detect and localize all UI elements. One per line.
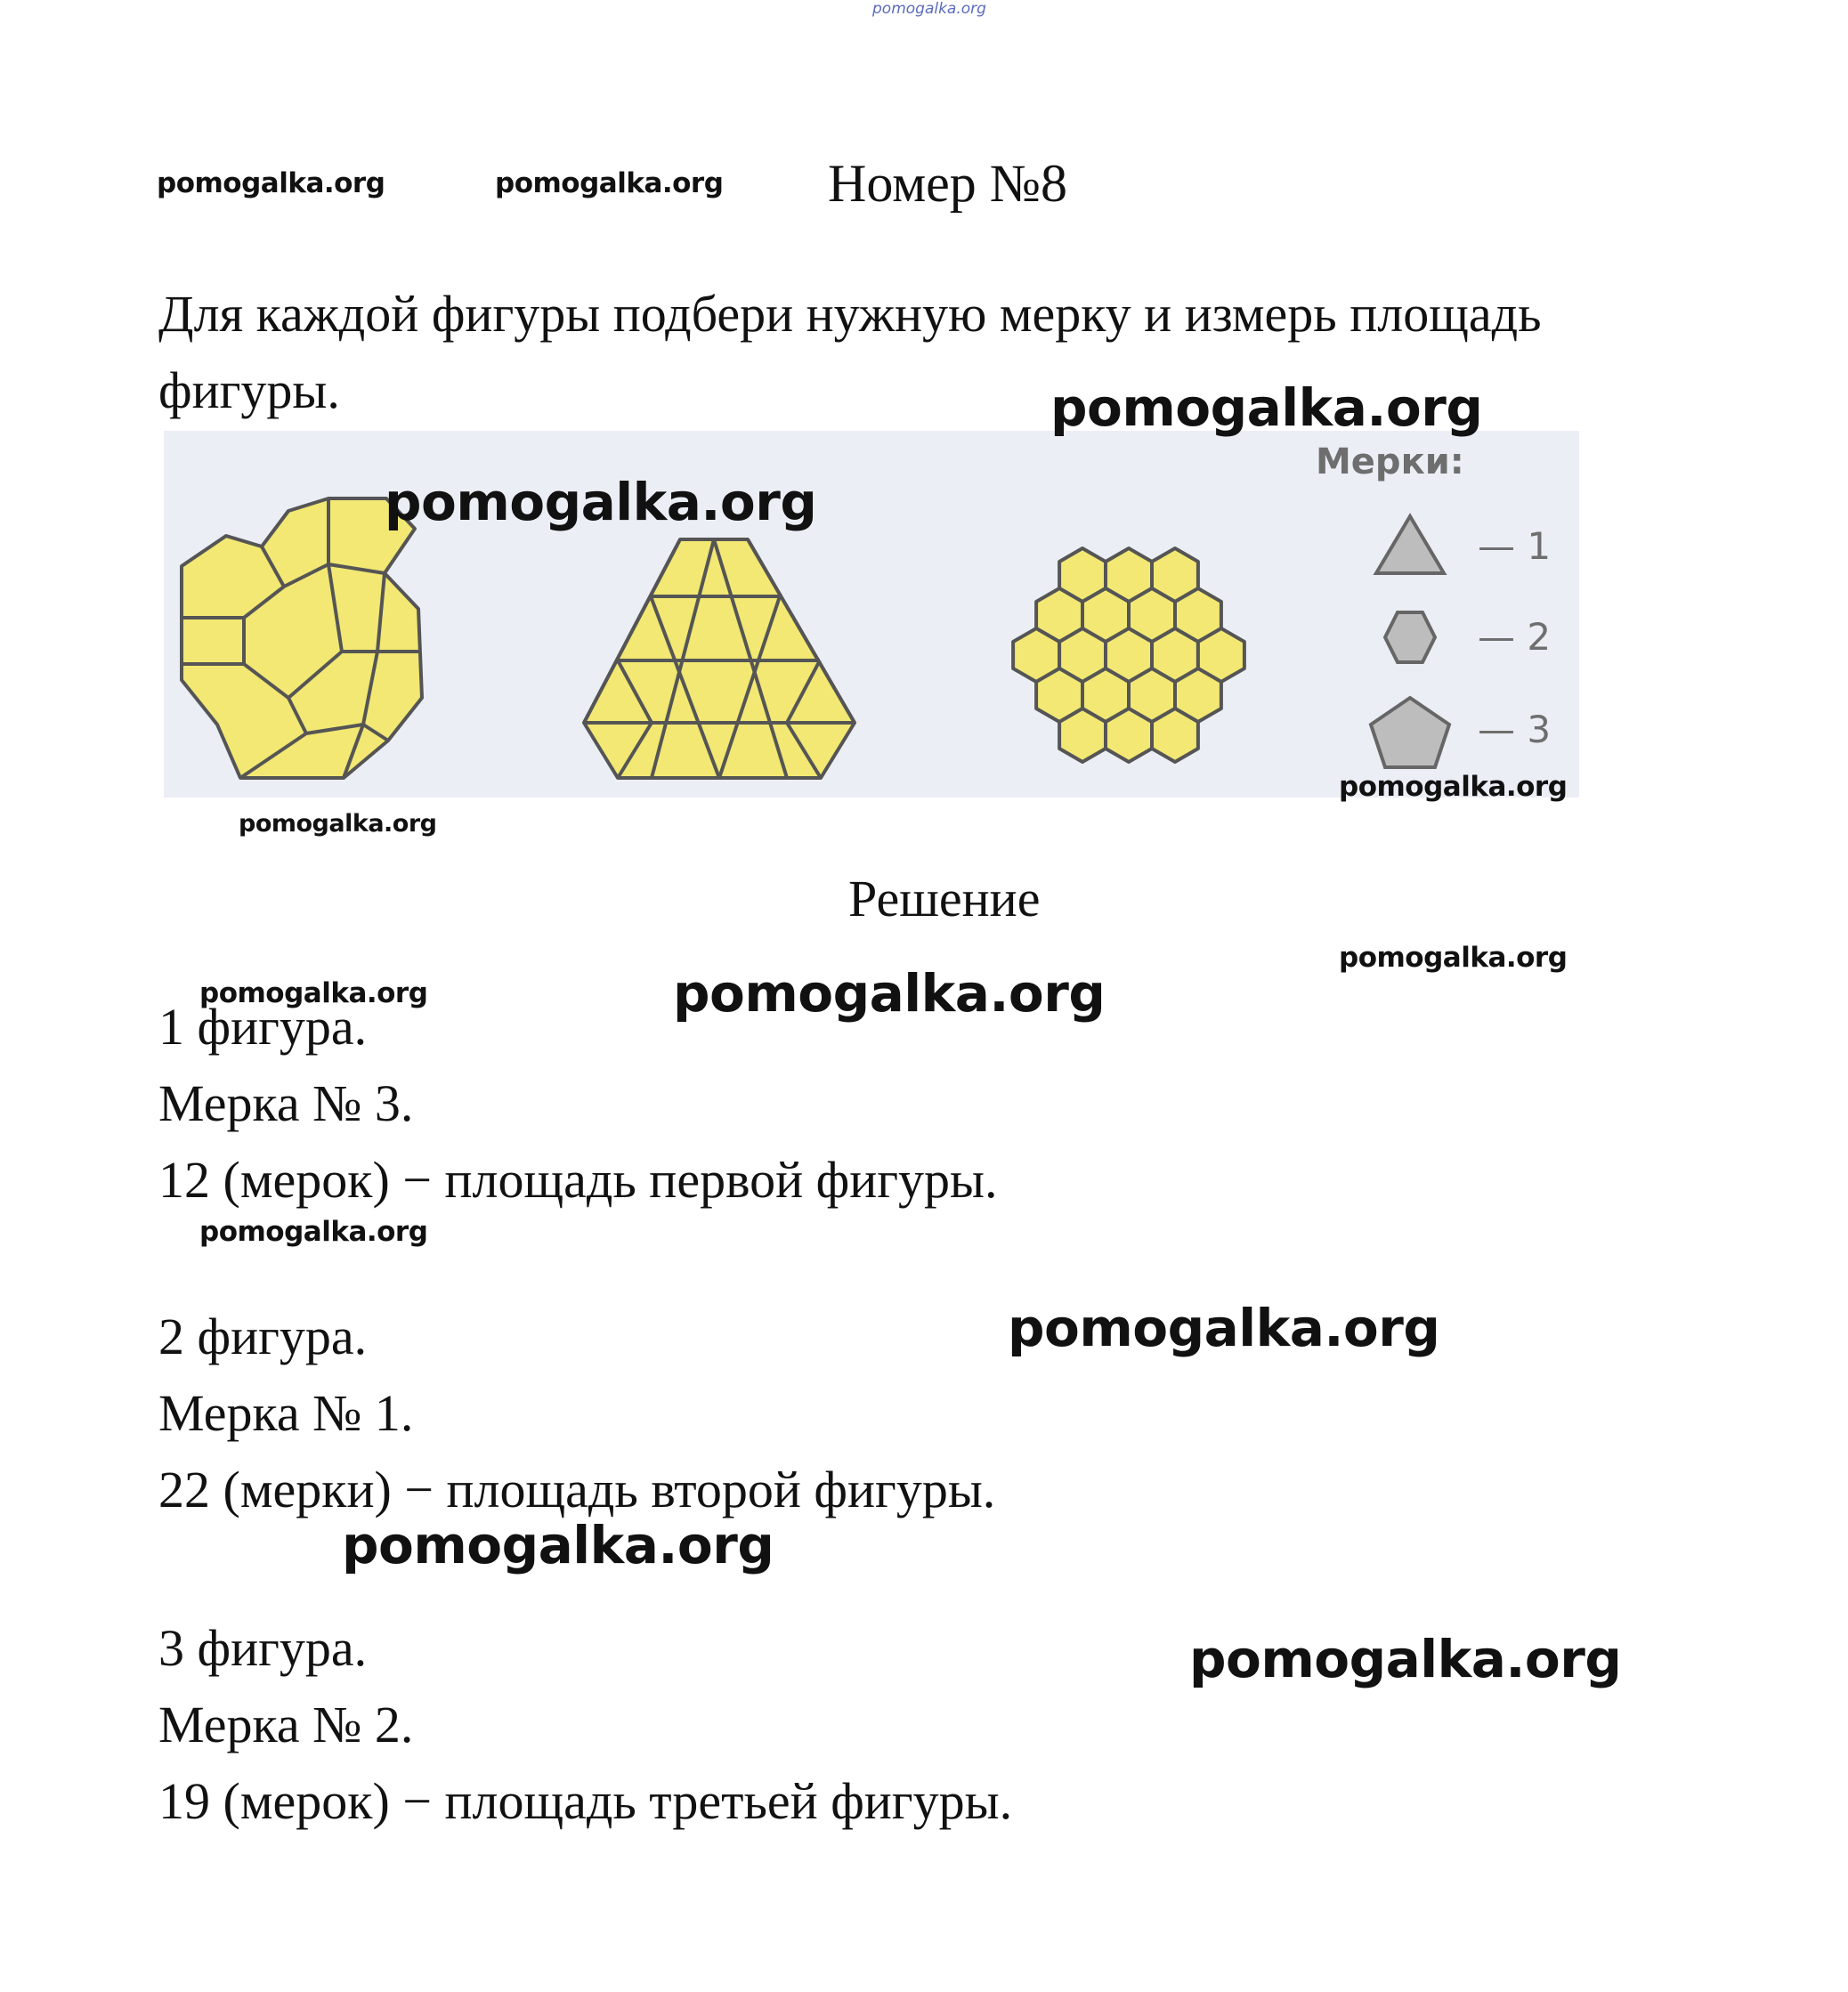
watermark: pomogalka.org	[199, 977, 428, 1009]
task-figure	[164, 431, 1579, 798]
solution-measure-2: Мерка № 1.	[158, 1384, 414, 1442]
watermark: pomogalka.org	[673, 963, 1106, 1024]
watermark: pomogalka.org	[157, 167, 385, 199]
solution-area-3: 19 (мерок) − площадь третьей фигуры.	[158, 1772, 1013, 1830]
page-title: Номер №8	[828, 154, 1068, 213]
figure-drawing	[164, 431, 1579, 798]
watermark: pomogalka.org	[342, 1515, 774, 1575]
solution-area-1: 12 (мерок) − площадь первой фигуры.	[158, 1151, 998, 1209]
solution-title: Решение	[848, 870, 1041, 927]
triangle-icon	[1376, 516, 1444, 573]
hexagon-icon	[1385, 612, 1435, 662]
hexagon-cell	[1106, 709, 1152, 762]
watermark: pomogalka.org	[1339, 942, 1568, 974]
watermark: pomogalka.org	[1339, 771, 1568, 803]
watermark: pomogalka.org	[495, 167, 724, 199]
legend-label-3: — 3	[1478, 708, 1552, 751]
measures-legend	[1316, 441, 1551, 767]
legend-title: Мерки:	[1316, 441, 1464, 482]
watermark: pomogalka.org	[385, 472, 817, 532]
watermark: pomogalka.org	[239, 810, 437, 838]
solution-measure-3: Мерка № 2.	[158, 1696, 414, 1753]
pentagon-icon	[1371, 698, 1449, 767]
watermark: pomogalka.org	[199, 1216, 428, 1248]
watermark: pomogalka.org	[1008, 1298, 1440, 1358]
solution-figure-3: 3 фигура.	[158, 1619, 368, 1677]
figure-3-hexagons	[1013, 548, 1244, 762]
task-text: Для каждой фигуры подбери нужную мерку и измерь площадь фигуры.	[158, 285, 1542, 419]
legend-label-2: — 2	[1478, 615, 1552, 659]
figure-1-pentagons	[182, 498, 422, 778]
watermark: pomogalka.org	[1189, 1629, 1622, 1689]
top-watermark: pomogalka.org	[872, 0, 986, 18]
solution-figure-1: 1 фигура.	[158, 998, 368, 1056]
legend-label-1: — 1	[1478, 524, 1552, 568]
solution-measure-1: Мерка № 3.	[158, 1074, 414, 1132]
hexagon-cell	[1152, 709, 1198, 762]
figure-2-triangles	[584, 539, 855, 778]
watermark: pomogalka.org	[1050, 377, 1483, 438]
solution-figure-2: 2 фигура.	[158, 1308, 368, 1365]
solution-area-2: 22 (мерки) − площадь второй фигуры.	[158, 1461, 996, 1518]
hexagon-cell	[1059, 709, 1106, 762]
